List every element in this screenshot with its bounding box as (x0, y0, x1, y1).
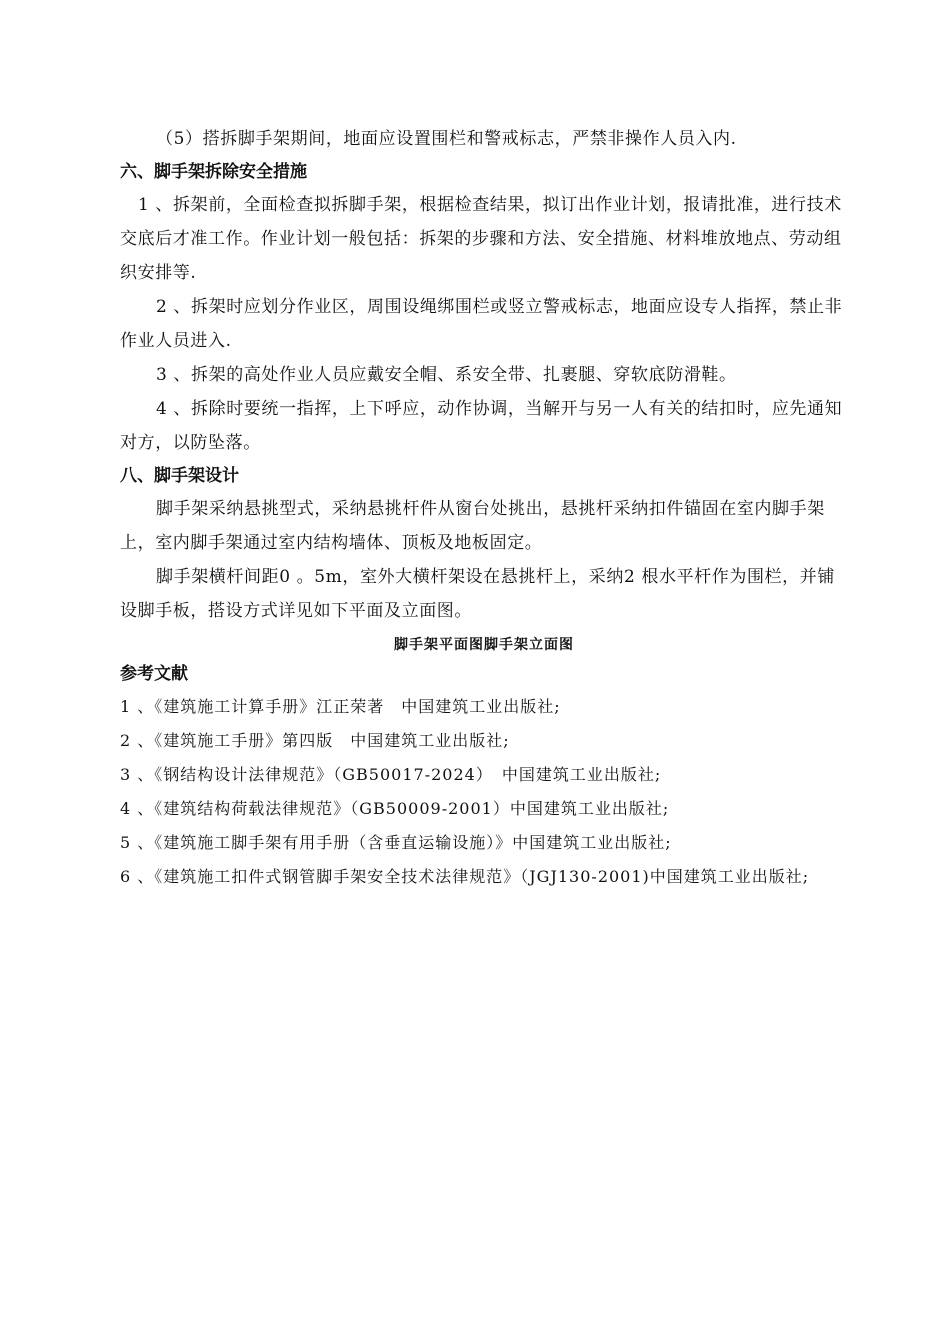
paragraph-item-5: （5）搭拆脚手架期间，地面应设置围栏和警戒标志，严禁非操作人员入内. (156, 129, 737, 149)
section-8-paragraph-2: 脚手架横杆间距0 。5m，室外大横杆架设在悬挑杆上，采纳2 根水平杆作为围栏，并铺设脚手板，搭设方式详见如下平面及立面图。 (120, 567, 835, 621)
references-heading: 参考文献 (120, 664, 188, 684)
reference-item-4: 4 、《建筑结构荷载法律规范》（GB50009-2001）中国建筑工业出版社; (120, 799, 670, 818)
reference-item-6: 6 、《建筑施工扣件式钢管脚手架安全技术法律规范》（JGJ130-2001)中国建筑工业出版社; (120, 867, 810, 886)
section-8-heading: 八、脚手架设计 (120, 466, 239, 486)
section-8-paragraph-1: 脚手架采纳悬挑型式，采纳悬挑杆件从窗台处挑出，悬挑杆采纳扣件锚固在室内脚手架上，室内脚手架通过室内结构墙体、顶板及地板固定。 (120, 499, 825, 553)
reference-item-5: 5 、《建筑施工脚手架有用手册（含垂直运输设施）》中国建筑工业出版社; (120, 833, 672, 852)
figure-caption: 脚手架平面图脚手架立面图 (394, 637, 574, 653)
section-6-item-3: 3 、拆架的高处作业人员应戴安全帽、系安全带、扎裹腿、穿软底防滑鞋。 (156, 365, 737, 385)
references (120, 658, 848, 894)
reference-item-2: 2 、《建筑施工手册》第四版 中国建筑工业出版社; (120, 731, 510, 750)
section-6-item-1: 1 、拆架前，全面检查拟拆脚手架，根据检查结果，拟订出作业计划，报请批准，进行技术交底后才准工作。作业计划一般包括：拆架的步骤和方法、安全措施、材料堆放地点、劳动组织安排等. (120, 195, 842, 283)
section-6-item-4: 4 、拆除时要统一指挥，上下呼应，动作协调，当解开与另一人有关的结扣时，应先通知对方，以防坠落。 (120, 399, 843, 453)
reference-item-3: 3 、《钢结构设计法律规范》（GB50017-2024） 中国建筑工业出版社; (120, 765, 662, 784)
section-6-item-2: 2 、拆架时应划分作业区，周围设绳绑围栏或竖立警戒标志，地面应设专人指挥，禁止非作业人员进入. (120, 297, 843, 351)
section-6-heading: 六、脚手架拆除安全措施 (120, 162, 307, 182)
document-body (120, 122, 848, 894)
reference-item-1: 1 、《建筑施工计算手册》江正荣著 中国建筑工业出版社; (120, 697, 561, 716)
